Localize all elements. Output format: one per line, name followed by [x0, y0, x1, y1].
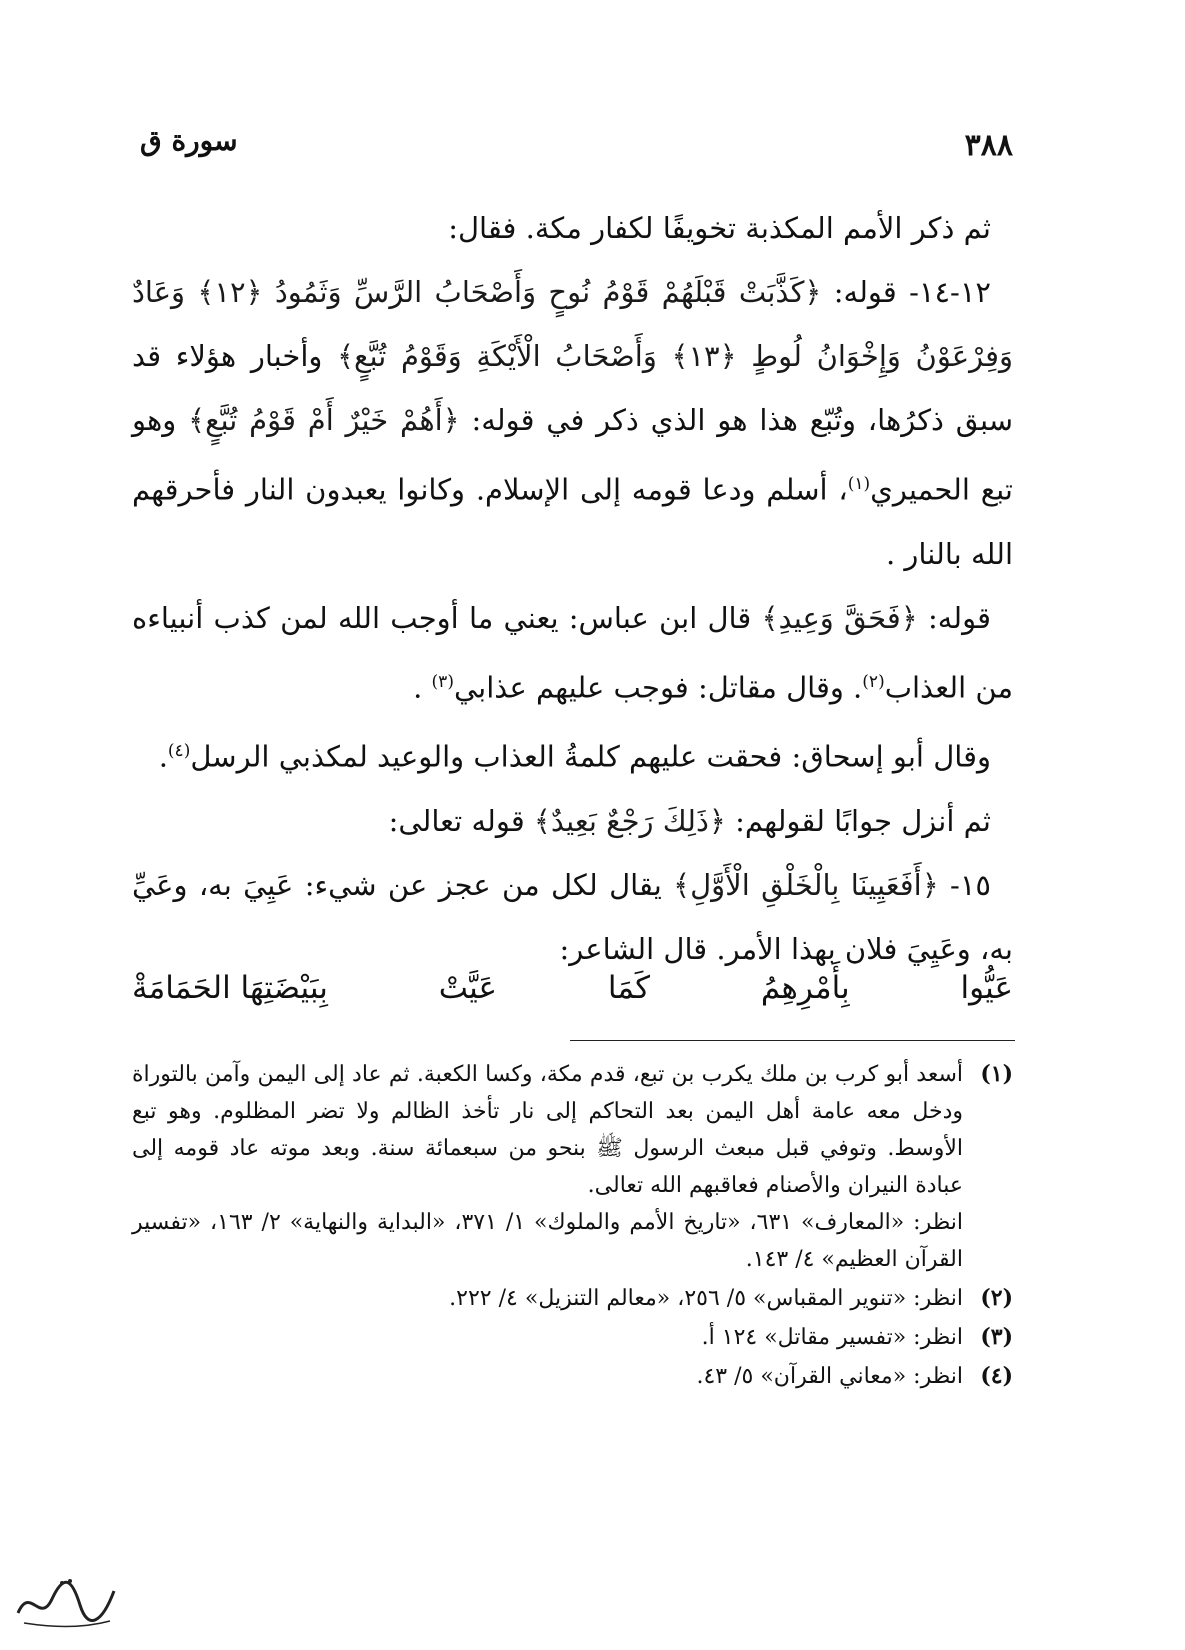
surah-title: سورة ق [140, 124, 238, 157]
footnote-text: انظر: «المعارف» ٦٣١، «تاريخ الأمم والملوك» ١/ ٣٧١، «البداية والنهاية» ٢/ ١٦٣، «تفسير القرآن العظيم» ٤/ ١٤٣. [132, 1210, 963, 1272]
footnote-number: (٣) [980, 1324, 1013, 1350]
footnote-text: انظر: «تفسير مقاتل» ١٢٤ أ. [701, 1325, 963, 1350]
paragraph-4: وقال أبو إسحاق: فحقت عليهم كلمةُ العذاب والوعيد لمكذبي الرسل$^{(٤)}$. [158, 739, 991, 774]
footnote-2 [132, 1280, 1013, 1317]
footnote-3 [132, 1319, 1013, 1356]
page-number: ٣٨٨ [964, 128, 1013, 163]
footnote-ref: (٣) [431, 671, 454, 692]
paragraph-1: ثم ذكر الأمم المكذبة تخويفًا لكفار مكة. فقال: [448, 211, 991, 245]
paragraph-5: ثم أنزل جوابًا لقولهم: ﴿ذَلِكَ رَجْعٌ بَعِيدٌ﴾ قوله تعالى: [388, 803, 991, 838]
footnote-ref: (٢) [862, 671, 885, 692]
paragraph-3: قوله: ﴿فَحَقَّ وَعِيدِ﴾ قال ابن عباس: يعني ما أوجب الله لمن كذب أنبياءه من العذاب$^{(٢)}$. وقال مقاتل: فوجب عليهم عذابي$^{(٣)}$ . [132, 600, 1013, 705]
quran-quote: ﴿كَذَّبَتْ قَبْلَهُمْ قَوْمُ نُوحٍ وَأَصْحَابُ الرَّسِّ وَثَمُودُ ﴿١٢﴾ وَعَادٌ وَفِرْعَوْنُ وَإِخْوَانُ لُوطٍ ﴿١٣﴾ وَأَصْحَابُ الْأَيْكَةِ وَقَوْمُ تُبَّعٍ﴾ [132, 275, 1013, 373]
quran-quote: ﴿ذَلِكَ رَجْعٌ بَعِيدٌ﴾ [533, 803, 726, 838]
main-text [132, 196, 1013, 981]
footnote-ref: (١) [847, 474, 871, 494]
verse-word: عَيُّوا [960, 970, 1013, 1006]
footnotes [132, 1056, 1013, 1397]
quran-quote: ﴿أَهُمْ خَيْرٌ أَمْ قَوْمُ تُبَّعٍ﴾ [188, 403, 460, 437]
footnote-1 [132, 1056, 1013, 1278]
footnote-number: (٢) [980, 1285, 1013, 1311]
paragraph-6: ١٥- ﴿أَفَعَيِينَا بِالْخَلْقِ الْأَوَّلِ﴾ يقال لكل من عجز عن شيء: عَيِيَ به، وعَيِّ به، وعَيِيَ فلان بهذا الأمر. قال الشاعر: [132, 867, 1013, 966]
footnote-4 [132, 1358, 1013, 1395]
page-header [140, 118, 1013, 168]
poetry-verse [132, 970, 1013, 1020]
verse-word: عَيَّتْ [438, 970, 498, 1006]
footnote-text: انظر: «معاني القرآن» ٥/ ٤٣. [696, 1364, 963, 1389]
footnote-text: انظر: «تنوير المقباس» ٥/ ٢٥٦، «معالم التنزيل» ٤/ ٢٢٢. [449, 1286, 963, 1311]
footnote-text: أسعد أبو كرب بن ملك يكرب بن تبع، قدم مكة، وكسا الكعبة. ثم عاد إلى اليمن وآمن بالتوراة ودخل معه عامة أهل اليمن بعد التحاكم إلى نار تأخذ الظالم ولا تضر المظلوم. وهو تبع الأوسط. وتوفي قبل مبعث الرسول ﷺ بنحو من سبعمائة سنة. وبعد موته عاد قومه إلى عبادة النيران والأصنام فعاقبهم الله تعالى. [132, 1062, 963, 1198]
footnote-number: (٤) [980, 1363, 1013, 1389]
verse-word: كَمَا [607, 970, 651, 1006]
quran-quote: ﴿أَفَعَيِينَا بِالْخَلْقِ الْأَوَّلِ﴾ [673, 867, 939, 902]
footnote-ref: (٤) [167, 741, 191, 762]
quran-quote: ﴿فَحَقَّ وَعِيدِ﴾ [761, 600, 918, 635]
verse-word: بِبَيْضَتِهَا الحَمَامَةْ [132, 970, 328, 1006]
verse-word: بِأَمْرِهِمُ [760, 970, 850, 1006]
paragraph-2: ١٢-١٤- قوله: ﴿كَذَّبَتْ قَبْلَهُمْ قَوْمُ نُوحٍ وَأَصْحَابُ الرَّسِّ وَثَمُودُ ﴿١٢﴾ وَعَادٌ وَفِرْعَوْنُ وَإِخْوَانُ لُوطٍ ﴿١٣﴾ وَأَصْحَابُ الْأَيْكَةِ وَقَوْمُ تُبَّعٍ﴾ وأخبار هؤلاء قد سبق ذكرُها، وتُبّع هذا هو الذي ذكر في قوله: ﴿أَهُمْ خَيْرٌ أَمْ قَوْمُ تُبَّعٍ﴾ وهو تبع الحميري$^{(١)}$، أسلم ودعا قومه إلى الإسلام. وكانوا يعبدون النار فأحرقهم الله بالنار . [132, 275, 1014, 571]
footnote-divider [570, 1040, 1015, 1041]
publisher-logo [10, 1565, 120, 1635]
footnote-number: (١) [980, 1061, 1013, 1087]
